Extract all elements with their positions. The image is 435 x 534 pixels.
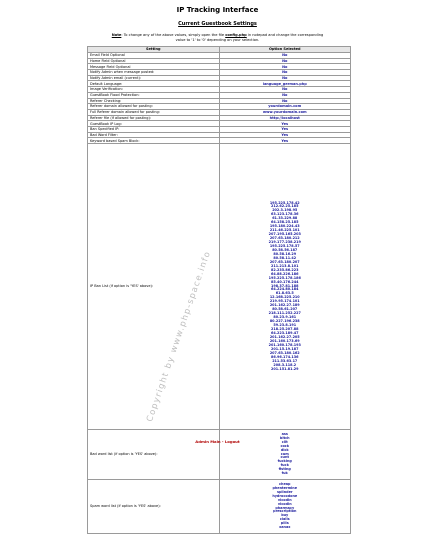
banned-ip-item: 59.23.8.191 (273, 323, 297, 328)
banned-ip-item: 63.123.178.36 (271, 212, 299, 217)
banned-ip-item: 202.3.198.95 (272, 208, 298, 213)
spam-word-item: phentermine (272, 485, 298, 490)
page-title: IP Tracking Interface (176, 6, 259, 14)
admin-main-link[interactable]: Admin Main (195, 439, 221, 444)
banned-ip-item: 64.223.189.47 (271, 330, 299, 335)
banned-ip-item: 64.158.25.185 (271, 220, 299, 225)
banned-ip-item: 207.63.180.207 (269, 259, 300, 264)
footer-separator: - (220, 439, 225, 444)
banned-ip-item: 218.25.207.88 (271, 327, 299, 331)
setting-label: Message Field Optional (88, 64, 220, 70)
setting-label: Home Field Optional (88, 58, 220, 64)
spam-word-item: cheap (279, 481, 291, 486)
spam-words-row (88, 480, 351, 534)
banned-ip-item: 80.23.9.161 (273, 315, 297, 320)
setting-label: Bad Word Filter: (88, 132, 220, 138)
ip-ban-label: IP Ban List (if option is 'YES' above): (88, 144, 220, 430)
note-text-2: in notepad and change the corresponding value to '1' to '0' depending on your selection. (175, 33, 324, 42)
settings-table (87, 46, 351, 534)
banned-ip-item: 201.162.27.205 (269, 334, 300, 339)
setting-value: No (219, 53, 351, 59)
banned-ip-item: 80.227.196.238 (269, 319, 300, 324)
banned-ip-item: 211.53.63.17 (272, 358, 298, 363)
banned-ip-item: 219.177.238.219 (268, 240, 301, 245)
spam-word-item: prescription (273, 509, 297, 514)
ip-ban-list (219, 144, 351, 430)
copyright-watermark: Copyright by www.php-space.info (145, 249, 214, 424)
bad-word-item: fucking (277, 459, 292, 464)
setting-value: No (219, 64, 351, 70)
bad-word-item: cock (280, 443, 290, 448)
banned-ip-item: 195.225.178.57 (269, 243, 300, 248)
banned-ip-item: 207.195.165.203 (268, 232, 301, 237)
banned-ip-item: 80.58.11.42 (273, 255, 297, 260)
setting-label: Notify Admin email (current): (88, 75, 220, 81)
setting-value: No (219, 58, 351, 64)
setting-value: No (219, 87, 351, 93)
setting-label: Referer file (if allowed for posting): (88, 115, 220, 121)
banned-ip-item: 80.58.56.187 (272, 247, 298, 252)
setting-label: Notify Admin when message posted: (88, 70, 220, 76)
banned-ip-item: 207.63.180.162 (269, 350, 300, 355)
setting-label: Email Field Optional (88, 53, 220, 59)
banned-ip-item: 195.225.178.42 (269, 200, 300, 205)
banned-ip-item: 201.151.81.29 (271, 366, 299, 371)
bad-word-item: fuck (280, 463, 289, 468)
banned-ip-item: 80.58.16.29 (273, 251, 297, 256)
spam-word-item: hydrocodone (272, 493, 298, 498)
ip-ban-row (88, 144, 351, 430)
setting-value: No (219, 75, 351, 81)
setting-value: yourdomain.com (219, 104, 351, 110)
setting-value: No (219, 92, 351, 98)
spam-word-item: spilnder (276, 489, 293, 494)
banned-ip-item: 208.3.118.2 (273, 362, 297, 367)
column-header-setting: Setting (88, 47, 220, 53)
logout-link[interactable]: Logout (224, 439, 240, 444)
spam-word-item: xanax (279, 525, 291, 530)
banned-ip-item: 86.96.174.136 (271, 354, 299, 359)
bad-words-row (88, 430, 351, 480)
banned-ip-item: 201.160.173.69 (269, 338, 300, 343)
setting-value: language_german.php (219, 81, 351, 87)
bad-word-item: bitch (279, 435, 290, 440)
setting-value: Yes (219, 132, 351, 138)
bad-word-item: dick (280, 447, 289, 452)
spam-word-item: pills (280, 521, 289, 526)
banned-ip-item: 211.213.8.101 (271, 263, 299, 268)
setting-label: GuestBook IP Log: (88, 121, 220, 127)
bad-words-label: Bad word list (if option is 'YES' above): (88, 430, 220, 480)
banned-ip-item: 219.95.174.101 (269, 299, 300, 304)
setting-label: Full Referer domain allowed for posting: (88, 109, 220, 115)
banned-ip-item: 198.37.81.188 (271, 283, 299, 288)
setting-label: Default Language: (88, 81, 220, 87)
setting-value: http://localhost (219, 115, 351, 121)
spam-word-item: vicodin (277, 501, 292, 506)
banned-ip-item: 12.168.225.210 (269, 295, 300, 300)
bad-word-item: cum (280, 451, 289, 456)
banned-ip-item: 201.162.27.189 (269, 303, 300, 308)
banned-ip-item: 195.225.178.186 (268, 275, 301, 280)
banned-ip-item: 207.63.180.212 (269, 236, 300, 241)
bad-word-item: fuk (281, 471, 288, 476)
bad-word-item: ass (281, 431, 288, 436)
settings-note (110, 33, 325, 42)
spam-words-label: Spam word list (if option is 'YES' above): (88, 480, 220, 534)
setting-value: www.yourdomain.com (219, 109, 351, 115)
spam-words-list (219, 480, 351, 534)
setting-value: Yes (219, 121, 351, 127)
setting-label: Referer domain allowed for posting: (88, 104, 220, 110)
bad-words-list (219, 430, 351, 480)
spam-word-item: pharmacy (275, 505, 295, 510)
setting-label: Ban Specified IP: (88, 126, 220, 132)
banned-ip-item: 195.180.224.43 (269, 224, 300, 229)
setting-value: No (219, 70, 351, 76)
note-file: config.php (225, 33, 247, 37)
spam-word-item: cialis (279, 517, 290, 522)
setting-value: Yes (219, 138, 351, 144)
spam-word-item: vicodin (277, 497, 292, 502)
banned-ip-item: 85.40.176.244 (271, 279, 299, 284)
banned-ip-item: 80.58.61.207 (272, 307, 298, 312)
banned-ip-item: 201.15.19.187 (271, 346, 299, 351)
column-header-option: Option Selected (219, 47, 351, 53)
banned-ip-item: 212.62.25.185 (271, 204, 299, 209)
note-label: Note (111, 33, 122, 37)
banned-ip-item: 218.111.252.227 (268, 311, 301, 316)
setting-value: No (219, 98, 351, 104)
setting-label: Keyword based Spam Block: (88, 138, 220, 144)
setting-label: Referer Checking: (88, 98, 220, 104)
banned-ip-item: 201.160.178.193 (268, 342, 301, 347)
setting-label: GuestBook Flood Protection: (88, 92, 220, 98)
banned-ip-item: 61.33.229.88 (272, 216, 298, 221)
banned-ip-item: 64.224.80.184 (271, 287, 299, 292)
bad-word-item: clit (281, 439, 288, 444)
banned-ip-item: 61.8.63.5 (275, 291, 294, 296)
page-subtitle: Current Guestbook Settings (178, 21, 257, 27)
banned-ip-item: 211.46.225.101 (269, 228, 300, 233)
bad-word-item: cunt (280, 455, 289, 460)
banned-ip-item: 82.235.86.223 (271, 267, 299, 272)
banned-ip-item: 64.88.226.186 (271, 271, 299, 276)
setting-value: Yes (219, 126, 351, 132)
note-text-1: : To change any of the above values, simply open the file (121, 33, 226, 37)
setting-label: Image Verification: (88, 87, 220, 93)
spam-word-item: buy (281, 513, 289, 518)
bad-word-item: fisting (278, 467, 291, 472)
